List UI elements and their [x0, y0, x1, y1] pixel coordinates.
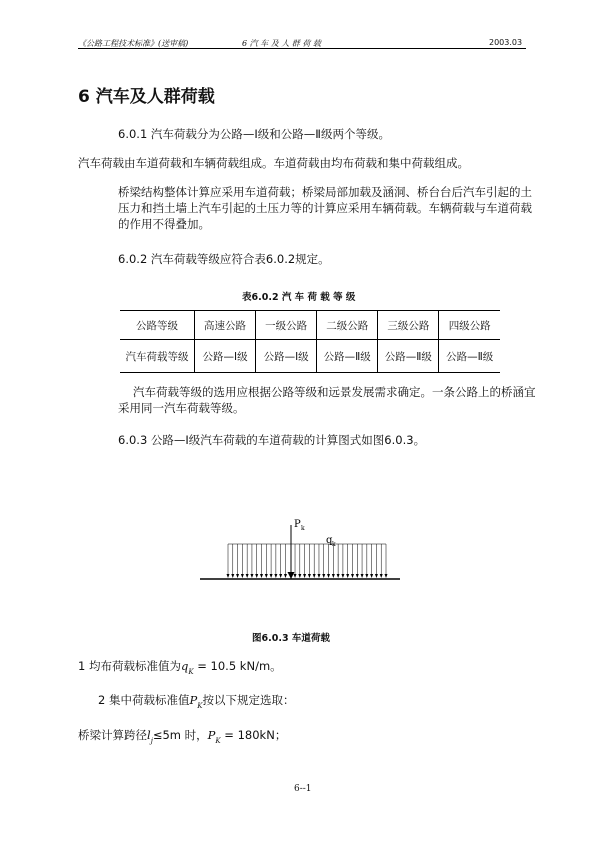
page-number: 6--1: [294, 784, 312, 794]
uniform-load-arrowhead: [284, 574, 287, 578]
uniform-load-arrowhead: [260, 574, 263, 578]
uniform-load-arrowhead: [294, 574, 297, 578]
lane-load-diagram: [200, 510, 410, 590]
section-title: 6 汽车及人群荷载: [78, 87, 215, 107]
paragraph-usage-line: 的作用不得叠加。: [118, 217, 210, 231]
uniform-load-arrowhead: [255, 574, 258, 578]
uniform-load-arrowhead: [332, 574, 335, 578]
clause-6-0-3: 6.0.3 公路—Ⅰ级汽车荷载的车道荷载的计算图式如图6.0.3。: [118, 433, 426, 447]
uniform-load-arrowhead: [236, 574, 239, 578]
item-3-symbol: l: [147, 728, 151, 742]
table-header-cell: 三级公路: [378, 311, 439, 340]
table-header-cell: 高速公路: [195, 311, 256, 340]
paragraph-grade-choice-line: 汽车荷载等级的选用应根据公路等级和远景发展需求确定。一条公路上的桥涵宜: [133, 385, 536, 399]
uniform-load-arrowhead: [246, 574, 249, 578]
uniform-load-arrowhead: [317, 574, 320, 578]
item-1-symbol: q: [180, 659, 189, 673]
table-cell: 汽车荷载等级: [120, 340, 195, 373]
uniform-load-arrowhead: [265, 574, 268, 578]
uniform-load-arrowhead: [231, 574, 234, 578]
uniform-load-arrowhead: [270, 574, 273, 578]
item-1-sub: K: [188, 668, 194, 676]
table-row: [120, 340, 500, 373]
item-3-sub-2: K: [215, 737, 221, 745]
uniform-load-arrowhead: [327, 574, 330, 578]
paragraph-grade-choice: [118, 384, 536, 416]
table-caption: 表6.0.2 汽 车 荷 载 等 级: [242, 292, 356, 303]
item-2-sub: K: [197, 702, 203, 710]
figure-caption: 图6.0.3 车道荷载: [252, 633, 330, 644]
item-2-symbol: P: [189, 693, 198, 707]
point-load-arrowhead: [288, 572, 295, 579]
uniform-load-arrowhead: [274, 574, 277, 578]
item-1-text: 1 均布荷载标准值为: [78, 659, 181, 673]
uniform-load-label-sub: k: [332, 541, 336, 548]
header-date: 2003.03: [489, 38, 523, 47]
table-header-cell: 二级公路: [317, 311, 378, 340]
table-cell: 公路—Ⅰ级: [195, 340, 256, 373]
item-1-value: = 10.5 kN/m。: [193, 659, 282, 673]
paragraph-grade-choice-line: 采用同一汽车荷载等级。: [118, 401, 245, 415]
clause-6-0-1: 6.0.1 汽车荷载分为公路—Ⅰ级和公路—Ⅱ级两个等级。: [118, 127, 390, 141]
header-chapter: 6 汽 车 及 人 群 荷 载: [242, 39, 321, 48]
uniform-load-arrowhead: [322, 574, 325, 578]
item-2-text: 2 集中荷载标准值: [98, 693, 190, 707]
paragraph-usage: [118, 184, 532, 232]
uniform-load-arrowhead: [356, 574, 359, 578]
load-grade-table: [120, 310, 500, 373]
uniform-load-arrows: [227, 544, 388, 578]
uniform-load-arrowhead: [365, 574, 368, 578]
item-3-value: = 180kN；: [220, 728, 287, 742]
item-3-span-rule: [78, 727, 286, 743]
item-3-sub: j: [150, 737, 153, 745]
table-header-cell: 四级公路: [439, 311, 500, 340]
table-cell: 公路—Ⅱ级: [317, 340, 378, 373]
uniform-load-arrowhead: [337, 574, 340, 578]
uniform-load-arrowhead: [227, 574, 230, 578]
uniform-load-arrowhead: [370, 574, 373, 578]
uniform-load-arrowhead: [250, 574, 253, 578]
paragraph-composition: 汽车荷载由车道荷载和车辆荷载组成。车道荷载由均布荷载和集中荷载组成。: [78, 156, 469, 170]
uniform-load-label: q: [326, 535, 333, 546]
table-cell: 公路—Ⅱ级: [439, 340, 500, 373]
item-2-point-load: [98, 692, 294, 708]
uniform-load-arrowhead: [241, 574, 244, 578]
uniform-load-arrowhead: [375, 574, 378, 578]
clause-6-0-2: 6.0.2 汽车荷载等级应符合表6.0.2规定。: [118, 252, 330, 266]
table-cell: 公路—Ⅱ级: [378, 340, 439, 373]
uniform-load-arrowhead: [308, 574, 311, 578]
item-3-symbol-2: P: [207, 728, 216, 742]
table-cell: 公路—Ⅰ级: [256, 340, 317, 373]
uniform-load-arrowhead: [361, 574, 364, 578]
header-rule: [78, 48, 526, 49]
point-load-label: P: [294, 519, 301, 530]
uniform-load-arrowhead: [385, 574, 388, 578]
table-header-cell: 一级公路: [256, 311, 317, 340]
item-1-uniform-load: [78, 658, 282, 674]
uniform-load-arrowhead: [351, 574, 354, 578]
header-doc-title: 《公路工程技术标准》(送审稿): [78, 39, 189, 48]
point-load-label-sub: k: [301, 525, 305, 532]
paragraph-usage-line: 压力和挡土墙上汽车引起的土压力等的计算应采用车辆荷载。车辆荷载与车道荷载: [118, 201, 532, 215]
uniform-load-arrowhead: [313, 574, 316, 578]
uniform-load-arrowhead: [346, 574, 349, 578]
item-2-suffix: 按以下规定选取：: [202, 693, 295, 707]
uniform-load-arrowhead: [298, 574, 301, 578]
uniform-load-arrowhead: [303, 574, 306, 578]
table-header-row: [120, 311, 500, 340]
uniform-load-arrowhead: [341, 574, 344, 578]
uniform-load-arrowhead: [279, 574, 282, 578]
paragraph-usage-line: 桥梁结构整体计算应采用车道荷载；桥梁局部加载及涵洞、桥台台后汽车引起的土: [118, 185, 532, 199]
item-3-text: 桥梁计算跨径: [78, 728, 147, 742]
uniform-load-arrowhead: [380, 574, 383, 578]
table-header-cell: 公路等级: [120, 311, 195, 340]
item-3-condition: ≤5m 时，: [152, 728, 208, 742]
